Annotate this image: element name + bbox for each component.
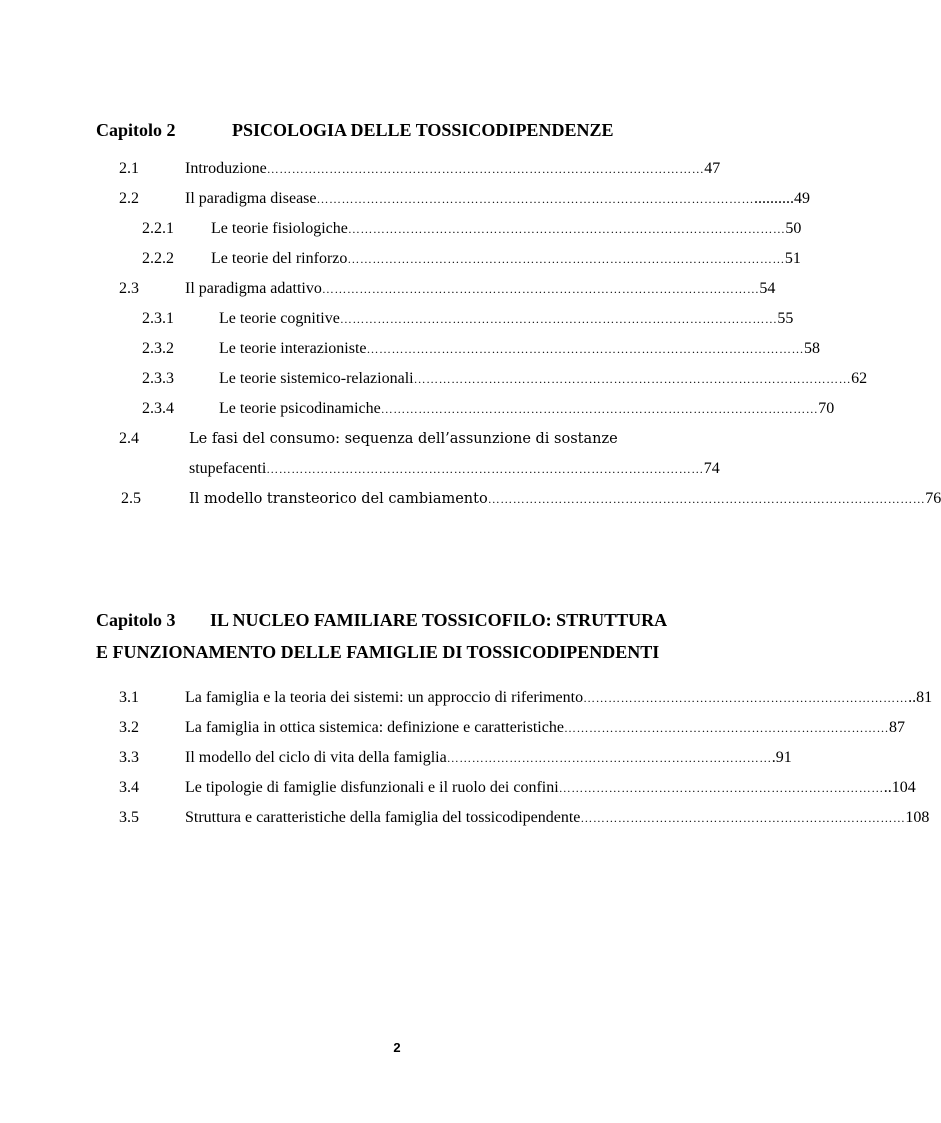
toc-entry-title: Introduzione [185,160,267,177]
toc-entry-number: 3.1 [119,689,139,706]
leader-dots: …………………………………………………………………… [580,811,906,825]
toc-entry-title: Il paradigma disease [185,190,317,207]
toc-entry-page: 50 [785,220,802,237]
chapter-2-title: PSICOLOGIA DELLE TOSSICODIPENDENZE [232,120,614,140]
page-number: 2 [393,1040,401,1055]
toc-entry-number: 2.4 [119,430,139,447]
toc-entry-title: Le teorie fisiologiche [211,220,348,237]
leader-dots: …………………………………………………………………………………………… [266,462,704,476]
toc-entry-page: 54 [759,280,776,297]
toc-entry-page: 74 [703,460,720,477]
toc-entry-number: 2.3.2 [142,340,174,357]
chapter-3-label: Capitolo 3 [96,610,176,630]
toc-entry-title: Le teorie sistemico-relazionali [219,370,414,387]
toc-entry-number: 2.2 [119,190,139,207]
toc-entry-number: 2.5 [121,490,141,507]
toc-entry-title: Struttura e caratteristiche della famiglia del tossicodipendente [185,809,581,826]
toc-entry-number: 3.5 [119,809,139,826]
leader-dots: …………………………………………………………………………………………… [413,372,852,386]
toc-entry-title: La famiglia in ottica sistemica: definizione e caratteristiche [185,719,564,736]
toc-entry-page: 70 [818,400,835,417]
toc-entry-number: 3.2 [119,719,139,736]
chapter-3-title-line2: E FUNZIONAMENTO DELLE FAMIGLIE DI TOSSICODIPENDENTI [96,642,660,662]
toc-entry-page: ..81 [908,689,933,706]
toc-entry-page: 51 [784,250,801,267]
toc-entry-title: Il paradigma adattivo [185,280,322,297]
toc-entry-title: Le teorie del rinforzo [211,250,348,267]
toc-entry-number: 2.2.1 [142,220,174,237]
toc-entry-title: Le fasi del consumo: sequenza dell’assunzione di sostanze [189,431,618,447]
toc-entry-title: Il modello transteorico del cambiamento [189,491,488,507]
leader-dots: …………………………………………………………………………………………… [380,402,819,416]
leader-dots: …………………………………………………………………………………………… [339,312,778,326]
chapter-3-title-line1: IL NUCLEO FAMILIARE TOSSICOFILO: STRUTTURA [210,610,668,630]
leader-dots: …………………………………………………………………… [558,781,884,795]
leader-dots: …………………………………………………………………… [446,751,772,765]
toc-entry-page: 55 [777,310,794,327]
leader-dots: …………………………………………………………………………………………… [266,162,705,176]
toc-entry-page: ..104 [883,779,916,796]
leader-dots: …………………………………………………………………………………………… [316,192,754,206]
toc-entry-page: 76 [925,490,941,507]
toc-entry-number: 2.2.2 [142,250,174,267]
toc-entry-title: Il modello del ciclo di vita della famiglia [185,749,447,766]
toc-entry-title: Le tipologie di famiglie disfunzionali e il ruolo dei confini [185,779,559,796]
toc-entry-title: La famiglia e la teoria dei sistemi: un approccio di riferimento [185,689,584,706]
toc-entry-number: 2.1 [119,160,139,177]
toc-entry-number: 2.3.1 [142,310,174,327]
leader-dots: …………………………………………………………………………………………… [347,222,786,236]
toc-entry-page: 58 [803,340,820,357]
toc-entry-number: 2.3.3 [142,370,174,387]
toc-entry-page: ..........49 [754,190,810,207]
toc-entry-page: 87 [888,719,905,736]
toc-entry-page: .91 [771,749,792,766]
toc-entry-page: 62 [851,370,868,387]
leader-dots: …………………………………………………………………………………………… [487,492,926,506]
toc-entry-title-continued: stupefacenti [189,460,267,477]
toc-entry-number: 2.3 [119,280,139,297]
leader-dots: …………………………………………………………………………………………… [321,282,760,296]
toc-entry-number: 2.3.4 [142,400,174,417]
leader-dots: …………………………………………………………………………………………… [347,252,785,266]
toc-entry-number: 3.4 [119,779,139,796]
toc-entry-title: Le teorie interazioniste [219,340,367,357]
leader-dots: …………………………………………………………………………………………… [366,342,804,356]
toc-entry-title: Le teorie cognitive [219,310,340,327]
toc-entry-page: 108 [905,809,930,826]
leader-dots: …………………………………………………………………… [583,691,909,705]
leader-dots: …………………………………………………………………… [563,721,889,735]
toc-entry-number: 3.3 [119,749,139,766]
chapter-2-label: Capitolo 2 [96,120,176,140]
toc-entry-page: 47 [704,160,721,177]
toc-entry-title: Le teorie psicodinamiche [219,400,381,417]
